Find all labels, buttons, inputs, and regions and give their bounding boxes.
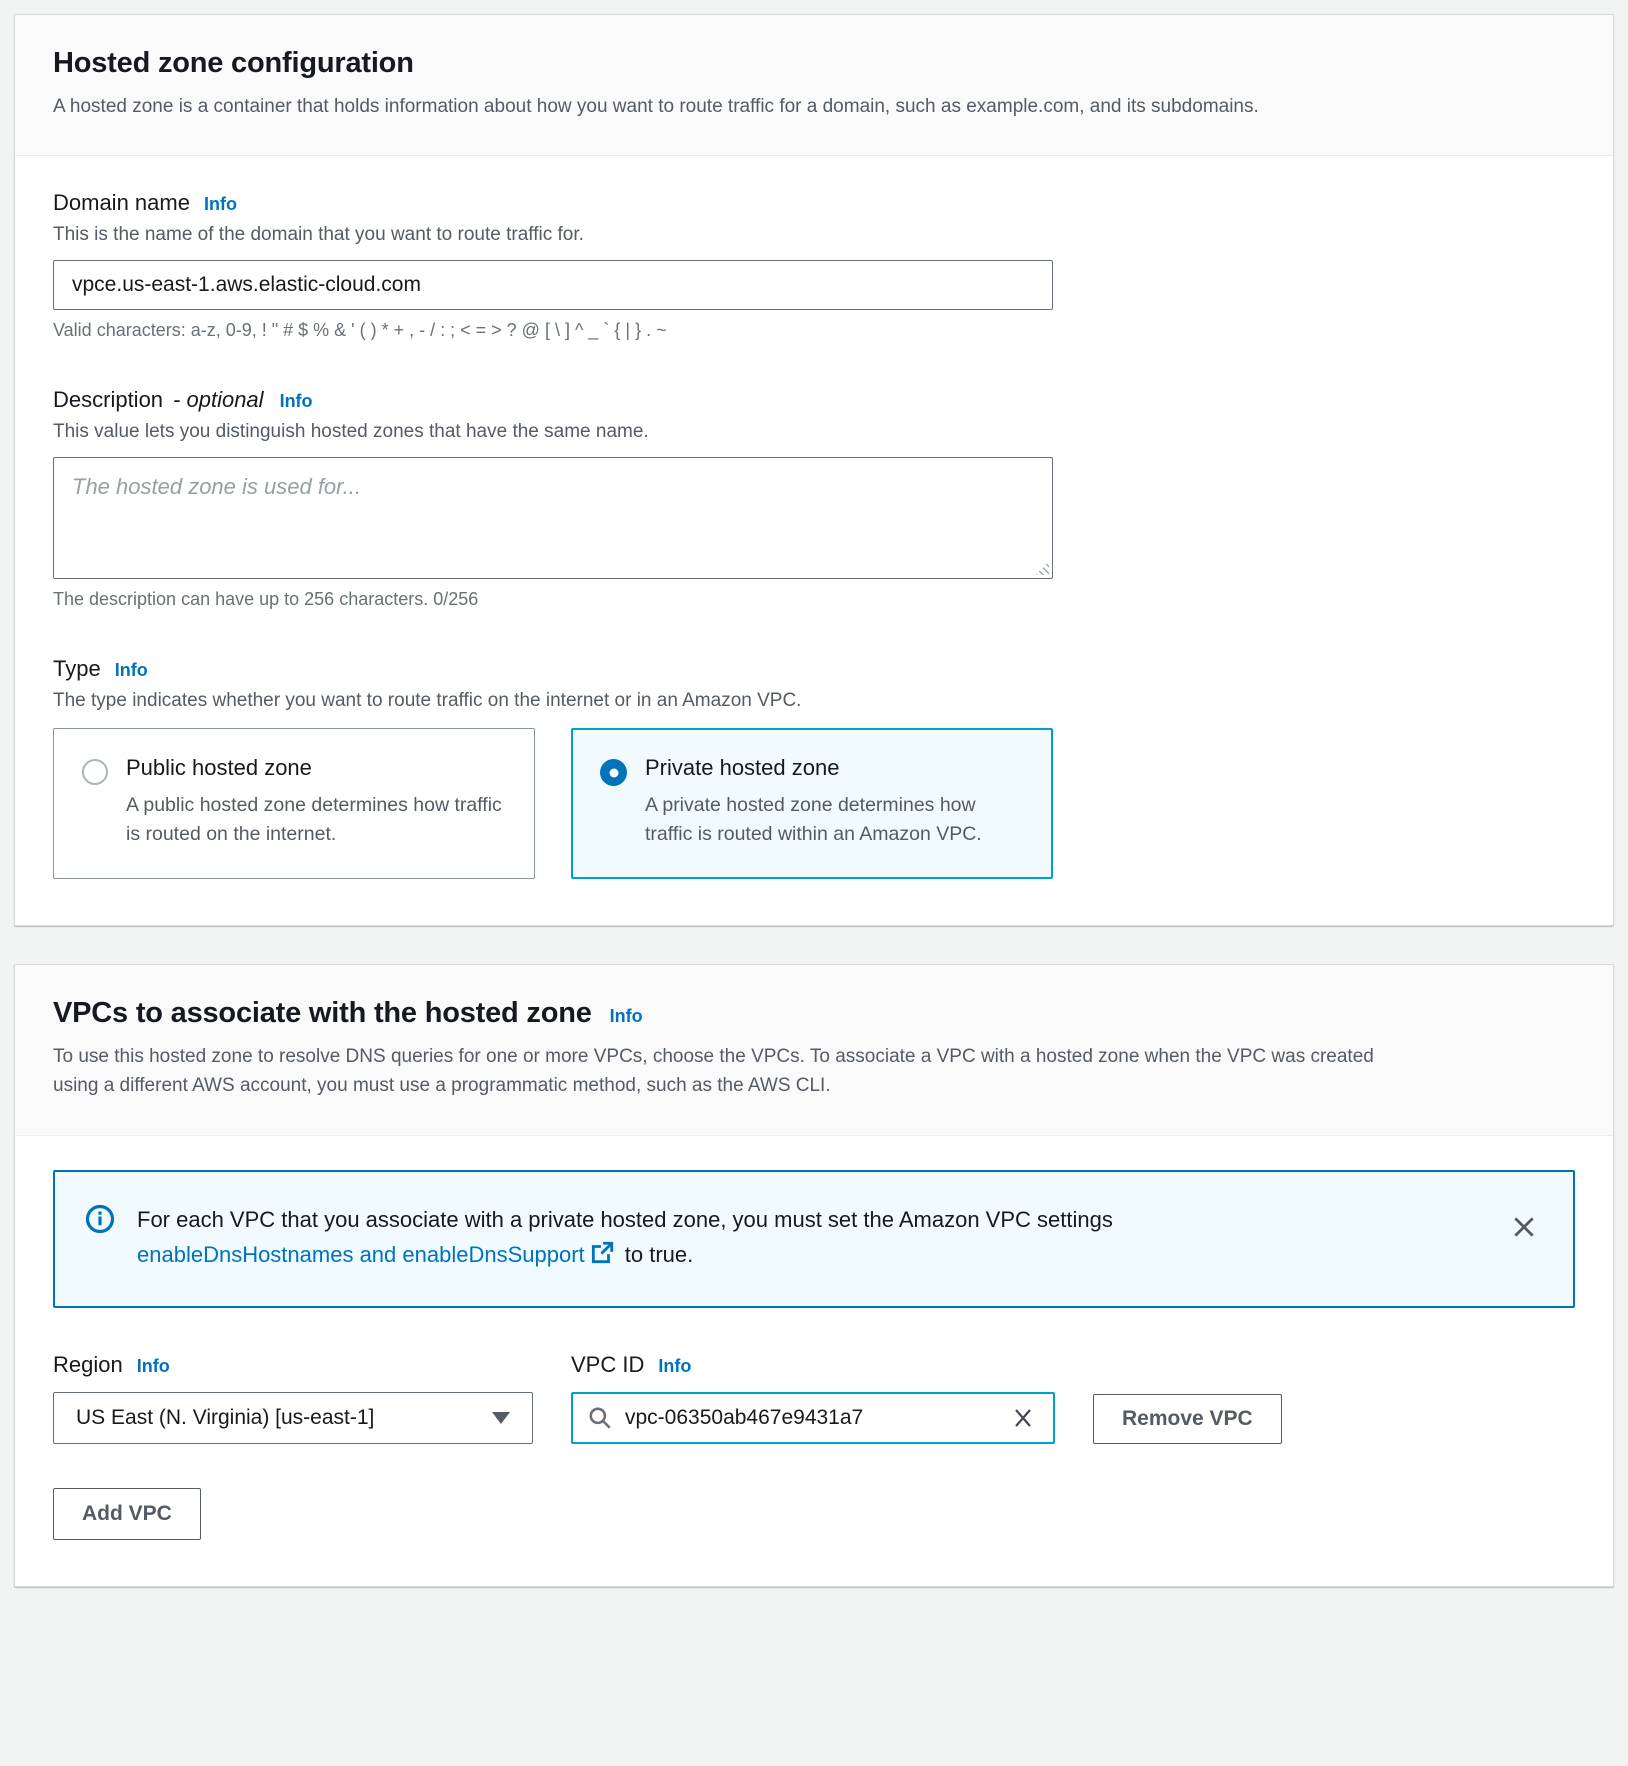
private-hosted-zone-radio[interactable] — [600, 759, 627, 786]
vpc-card-description: To use this hosted zone to resolve DNS queries for one or more VPCs, choose the VPCs. To associate a VPC with a hosted zone when the VPC was created using a different AWS account, you must use a programmatic method, such as the AWS CLI. — [53, 1045, 1374, 1097]
chevron-down-icon — [492, 1412, 510, 1424]
description-info-link[interactable]: Info — [279, 391, 313, 412]
vpc-id-input[interactable] — [625, 1406, 995, 1430]
vpc-id-column — [571, 1352, 1055, 1444]
external-link-icon — [589, 1240, 615, 1276]
clear-vpc-id-icon[interactable] — [1007, 1402, 1039, 1434]
description-field — [53, 387, 1575, 610]
alert-close-icon[interactable] — [1505, 1208, 1543, 1249]
search-icon — [587, 1405, 613, 1431]
description-textarea[interactable] — [53, 457, 1053, 579]
vpc-id-label: VPC ID — [571, 1352, 645, 1378]
region-select-value: US East (N. Virginia) [us-east-1] — [76, 1406, 375, 1430]
vpc-card-body — [15, 1136, 1613, 1586]
description-constraint-text: The description can have up to 256 characters. 0/256 — [53, 589, 479, 610]
type-label: Type — [53, 656, 101, 682]
region-info-link[interactable]: Info — [136, 1356, 170, 1377]
domain-name-input[interactable] — [53, 260, 1053, 310]
vpc-settings-info-alert — [53, 1170, 1575, 1308]
vpc-id-info-link[interactable]: Info — [658, 1356, 692, 1377]
hosted-zone-card-description: A hosted zone is a container that holds information about how you want to route traffic for a domain, such as example.com, and its subdomains. — [53, 96, 1259, 117]
public-hosted-zone-tile[interactable] — [53, 728, 535, 879]
public-hosted-zone-radio[interactable] — [82, 759, 108, 785]
alert-message — [137, 1202, 1483, 1276]
vpc-card-title: VPCs to associate with the hosted zone — [53, 996, 592, 1029]
region-select[interactable] — [53, 1392, 533, 1444]
description-help-text: This value lets you distinguish hosted zones that have the same name. — [53, 421, 649, 443]
alert-text-before: For each VPC that you associate with a private hosted zone, you must set the Amazon VPC settings — [137, 1206, 1113, 1232]
domain-name-label: Domain name — [53, 190, 190, 216]
alert-text-after: to true. — [624, 1242, 694, 1268]
description-label: Description — [53, 387, 164, 413]
alert-dns-settings-link[interactable]: enableDnsHostnames and enableDnsSupport — [137, 1242, 585, 1268]
info-circle-icon — [85, 1204, 115, 1239]
remove-vpc-button[interactable]: Remove VPC — [1093, 1394, 1282, 1444]
public-hosted-zone-label: Public hosted zone — [126, 755, 312, 781]
private-hosted-zone-description: A private hosted zone determines how traffic is routed within an Amazon VPC. — [645, 794, 982, 845]
type-field — [53, 656, 1575, 879]
vpc-card-info-link[interactable]: Info — [609, 1005, 643, 1026]
add-vpc-button[interactable]: Add VPC — [53, 1488, 201, 1540]
hosted-zone-configuration-card — [14, 14, 1614, 926]
description-optional-suffix: - optional — [173, 387, 264, 413]
domain-name-field — [53, 190, 1575, 341]
domain-name-constraint-text: Valid characters: a-z, 0-9, ! " # $ % & ' ( ) * + , - / : ; < = > ? @ [ \ ] ^ _ ` { | } . ~ — [53, 320, 667, 341]
type-help-text: The type indicates whether you want to route traffic on the internet or in an Amazon VPC. — [53, 690, 802, 712]
hosted-zone-card-title: Hosted zone configuration — [53, 47, 414, 79]
vpc-form-row — [53, 1352, 1575, 1444]
vpc-card-header — [15, 965, 1613, 1136]
domain-name-info-link[interactable]: Info — [203, 194, 237, 215]
public-hosted-zone-description: A public hosted zone determines how traffic is routed on the internet. — [126, 794, 502, 845]
private-hosted-zone-label: Private hosted zone — [645, 755, 840, 781]
private-hosted-zone-tile[interactable] — [571, 728, 1053, 879]
region-label: Region — [53, 1352, 123, 1378]
domain-name-help-text: This is the name of the domain that you want to route traffic for. — [53, 224, 584, 246]
vpc-id-search-box — [571, 1392, 1055, 1444]
hosted-zone-card-body — [15, 156, 1613, 925]
region-column — [53, 1352, 533, 1444]
type-info-link[interactable]: Info — [114, 660, 148, 681]
vpc-association-card — [14, 964, 1614, 1587]
hosted-zone-card-header — [15, 15, 1613, 156]
